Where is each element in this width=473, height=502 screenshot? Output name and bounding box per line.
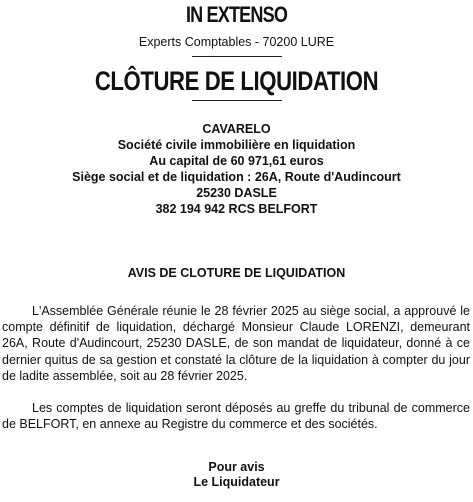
company-name: CAVARELO — [202, 122, 271, 136]
company-capital: Au capital de 60 971,61 euros — [149, 154, 324, 168]
firm-name: IN EXTENSO — [185, 2, 288, 27]
company-legal-form: Société civile immobilière en liquidation — [117, 138, 356, 152]
notice-paragraph: L'Assemblée Générale réunie le 28 février 2025 au siège social, a approuvé le compte définitif de liquidation, déchargé Monsieur Claude LORENZI, demeurant 26A, Route d'Audincourt, 25230 DASLE, de son mandat de liquidateur, donné à ce dernier quitus de sa gestion et constaté la clôture de la liquidation à compter du jour de ladite assemblée, soit au 28 février 2025. — [2, 304, 470, 383]
signature-block — [0, 460, 473, 490]
company-postal-city: 25230 DASLE — [196, 186, 277, 200]
divider-bottom — [192, 100, 282, 101]
signature-for-notice: Pour avis — [208, 460, 265, 474]
notice-title: AVIS DE CLOTURE DE LIQUIDATION — [127, 266, 346, 280]
notice-paragraph: Les comptes de liquidation seront déposés au greffe du tribunal de commerce de BELFORT, en annexe au Registre du commerce et des sociétés. — [2, 401, 470, 432]
divider-top — [192, 56, 282, 57]
company-block — [0, 121, 473, 217]
company-registration: 382 194 942 RCS BELFORT — [155, 202, 318, 216]
signature-liquidator: Le Liquidateur — [193, 475, 280, 489]
document-title: CLÔTURE DE LIQUIDATION — [94, 66, 379, 96]
company-registered-office: Siège social et de liquidation : 26A, Route d'Audincourt — [72, 170, 401, 184]
firm-subtitle: Experts Comptables - 70200 LURE — [138, 35, 335, 49]
